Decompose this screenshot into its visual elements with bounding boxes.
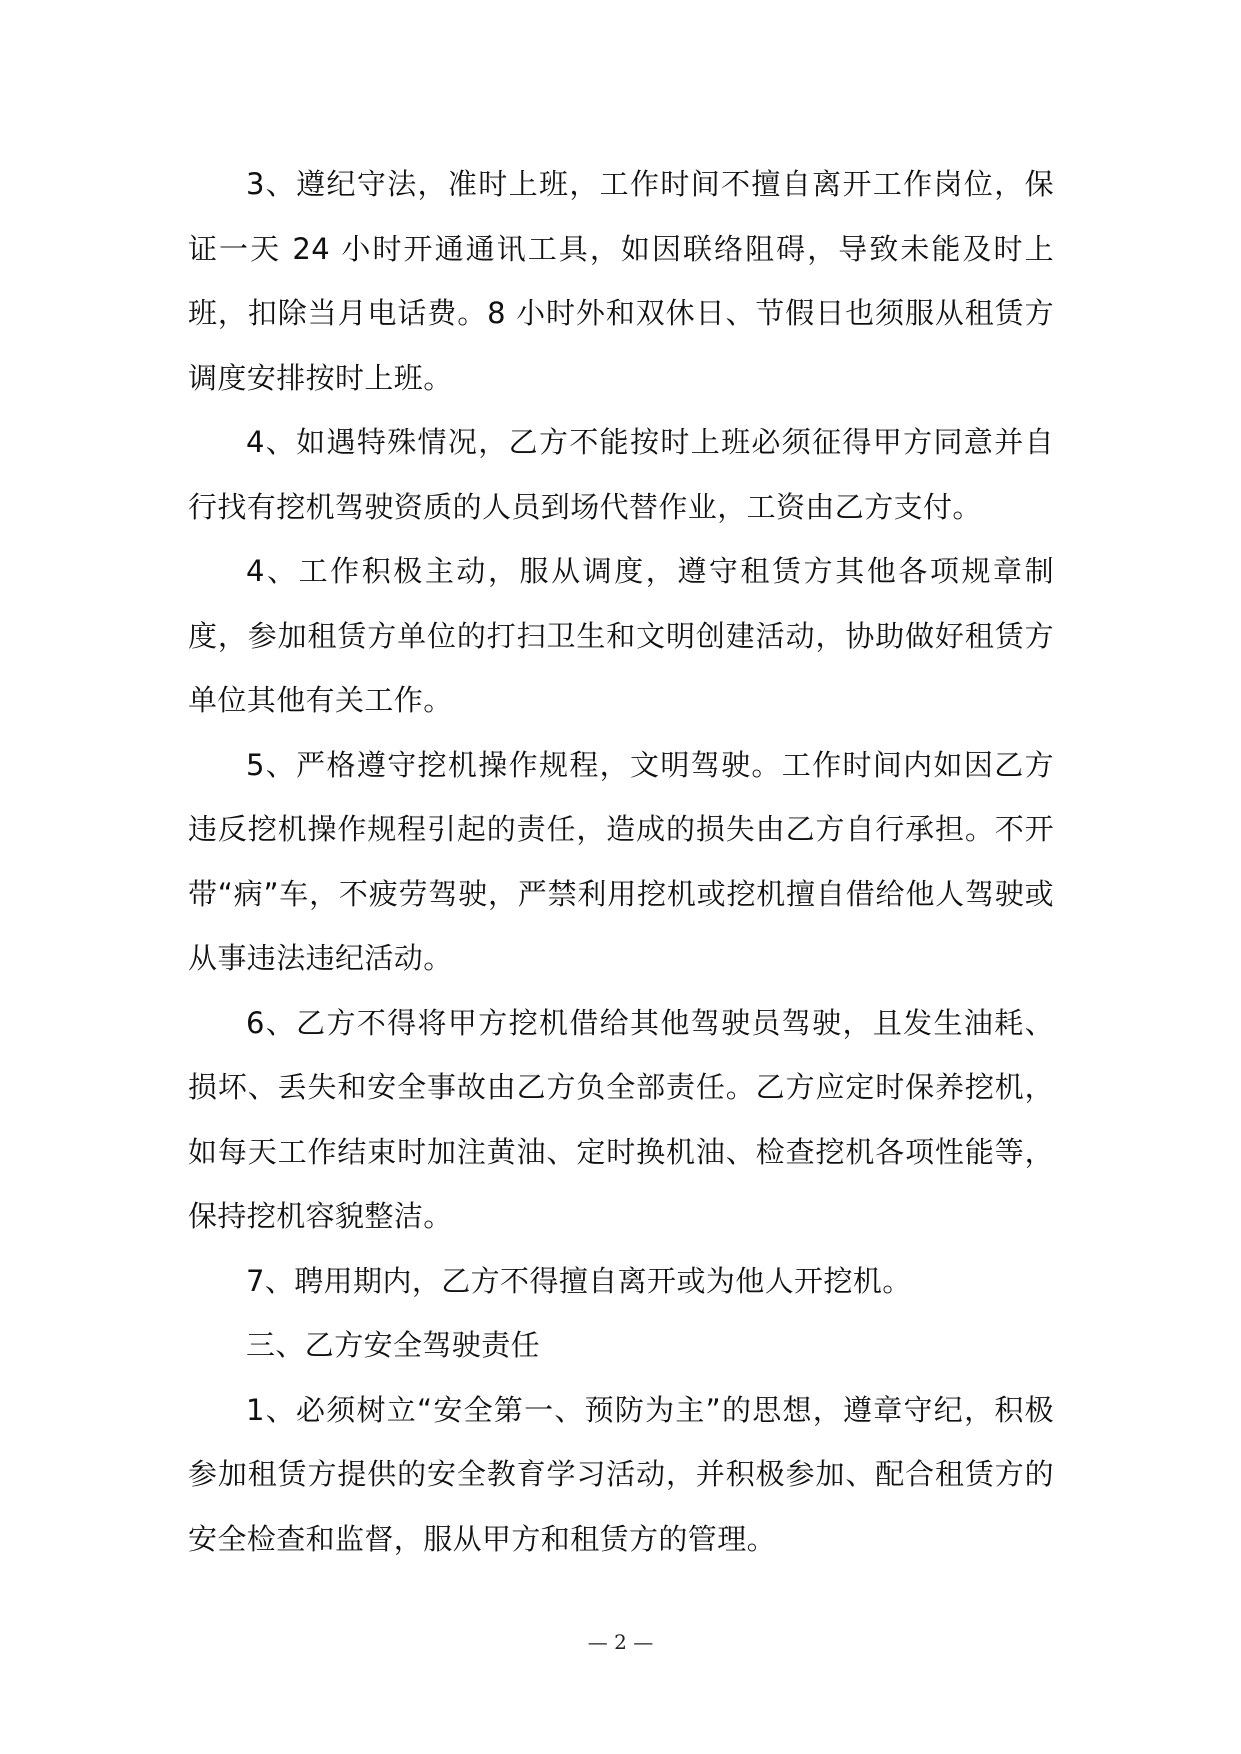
- paragraph-safety-clause-1: 1、必须树立“安全第一、预防为主”的思想，遵章守纪，积极参加租赁方提供的安全教育学习活动，并积极参加、配合租赁方的安全检查和监督，服从甲方和租赁方的管理。: [188, 1392, 1054, 1556]
- paragraph-clause-4-substitute: 4、如遇特殊情况，乙方不能按时上班必须征得甲方同意并自行找有挖机驾驶资质的人员到场代替作业，工资由乙方支付。: [188, 425, 1054, 524]
- paragraph-clause-3-attendance: 3、遵纪守法，准时上班，工作时间不擅自离开工作岗位，保证一天 24 小时开通通讯工具，如因联络阻碍，导致未能及时上班，扣除当月电话费。8 小时外和双休日、节假日也须服从租赁方调度安排按时上班。: [188, 167, 1054, 395]
- paragraph-clause-7-employment: 7、聘用期内，乙方不得擅自离开或为他人开挖机。: [246, 1263, 912, 1298]
- paragraph-clause-6-maintenance: 6、乙方不得将甲方挖机借给其他驾驶员驾驶，且发生油耗、损坏、丢失和安全事故由乙方负全部责任。乙方应定时保养挖机，如每天工作结束时加注黄油、定时换机油、检查挖机各项性能等，保持挖机容貌整洁。: [188, 1005, 1054, 1233]
- paragraph-clause-5-operation: 5、严格遵守挖机操作规程，文明驾驶。工作时间内如因乙方违反挖机操作规程引起的责任，造成的损失由乙方自行承担。不开带“病”车，不疲劳驾驶，严禁利用挖机或挖机擅自借给他人驾驶或从事违法违纪活动。: [188, 747, 1054, 975]
- section-heading-safety: 三、乙方安全驾驶责任: [246, 1328, 541, 1362]
- paragraph-clause-4-duties: 4、工作积极主动，服从调度，遵守租赁方其他各项规章制度，参加租赁方单位的打扫卫生和文明创建活动，协助做好租赁方单位其他有关工作。: [188, 554, 1054, 717]
- document-body: [188, 152, 1054, 1571]
- page-number: — 2 —: [587, 1630, 654, 1654]
